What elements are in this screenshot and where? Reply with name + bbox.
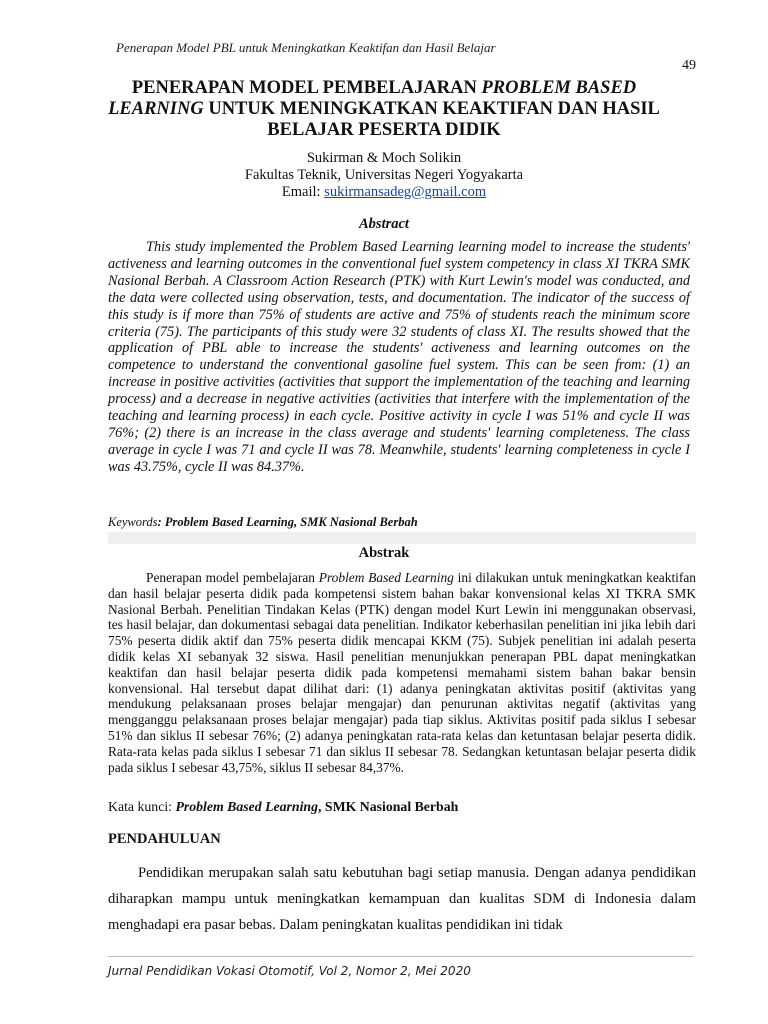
abstract-text: This study implemented the Problem Based Learning learning model to increase the students' activeness and learning outcomes in the conventional fuel system competency in class XI TKRA SMK Nasional Berbah. A Classroom Action Research (PTK) with Kurt Lewin's model was conducted, and the data were collected using observation, tests, and documentation. The indicator of the success of this study is if more than 75% of students are active and 75% of students reach the minimum score criteria (75). The participants of this study were 32 students of class XI. The results showed that the application of PBL able to increase the students' activeness and learning outcomes on the competence to understand the conventional gasoline fuel system. This can be seen from: (1) an increase in positive activities (activities that support the implementation of the teaching and learning process) and a decrease in negative activities (activities that interfere with the implementation of the teaching and learning process) in each cycle. Positive activity in cycle I was 51% and cycle II was 76%; (2) there is an increase in the class average and students' learning completeness. The class average in cycle I was 71 and cycle II was 78. Meanwhile, students' learning completeness in cycle I was 43.75%, cycle II was 84.37%. <box>108 239 690 475</box>
abstrak-text-italic: Problem Based Learning <box>318 570 454 585</box>
page-number: 49 <box>682 58 696 73</box>
keywords-label: Keywords <box>108 515 158 529</box>
section-heading: PENDAHULUAN <box>108 831 221 847</box>
author-names: Sukirman & Moch Solikin <box>306 150 462 166</box>
title-part-3: UNTUK MENINGKATKAN KEAKTIFAN DAN HASIL BELAJAR PESERTA DIDIK <box>203 99 660 140</box>
abstrak-text-start: Penerapan model pembelajaran <box>146 570 319 585</box>
abstrak-text-rest: ini dilakukan untuk meningkatkan keaktifan dan hasil belajar peserta didik pada kompetensi sistem bahan bakar konvensional kelas XI TKRA SMK Nasional Berbah. Penelitian Tindakan Kelas (PTK) dengan model Kurt Lewin ini menggunakan observasi, tes hasil belajar, dan dokumentasi sebagai data penelitian. Indikator keberhasilan penelitian ini jika lebih dari 75% peserta didik aktif dan 75% peserta didik mencapai KKM (75). Subjek penelitian ini adalah peserta didik kelas XI sebanyak 32 siswa. Hasil penelitian menunjukkan penerapan PBL dapat meningkatkan keaktifan dan hasil belajar peserta didik pada kompetensi memahami sistem bahan bakar bensin konvensional. Hal tersebut dapat dilihat dari: (1) adanya peningkatan aktivitas positif (aktivitas yang mendukung pelaksanaan proses belajar mengajar) dan penurunan aktivitas negatif (aktivitas yang mengganggu pelaksanaan proses belajar mengajar) pada tiap siklus. Aktivitas positif pada siklus I sebesar 51% dan siklus II sebesar 76%; (2) adanya peningkatan rata-rata kelas dan ketuntasan belajar peserta didik. Rata-rata kelas pada siklus I sebesar 71 dan siklus II sebesar 78. Sedangkan ketuntasan belajar peserta didik pada siklus I sebesar 43,75%, siklus II sebesar 84,37%. <box>108 570 696 775</box>
body-paragraph: Pendidikan merupakan salah satu kebutuhan bagi setiap manusia. Dengan adanya pendidikan diharapkan mampu untuk meningkatkan kemampuan dan kualitas SDM di Indonesia dalam menghadapi era pasar bebas. Dalam peningkatan kualitas pendidikan ini tidak <box>108 865 696 933</box>
kata-kunci-italic: Problem Based Learning <box>175 799 319 814</box>
kata-kunci-rest: , SMK Nasional Berbah <box>318 799 459 814</box>
email-link[interactable]: sukirmansadeg@gmail.com <box>324 184 487 200</box>
footer-rule <box>108 956 694 957</box>
running-head: Penerapan Model PBL untuk Meningkatkan Keaktifan dan Hasil Belajar <box>116 40 496 55</box>
title-part-2: PROBLEM BASED LEARNING <box>108 78 637 119</box>
author-affiliation: Fakultas Teknik, Universitas Negeri Yogyakarta <box>244 167 524 183</box>
abstrak-text <box>108 570 696 775</box>
journal-footer: Jurnal Pendidikan Vokasi Otomotif, Vol 2, Nomor 2, Mei 2020 <box>108 964 471 978</box>
keywords-values: : Problem Based Learning, SMK Nasional Berbah <box>157 515 418 529</box>
paper-title <box>100 78 668 141</box>
abstrak-heading: Abstrak <box>358 545 410 561</box>
kata-kunci <box>108 799 696 815</box>
email-label: Email: <box>281 184 325 200</box>
title-part-1: PENERAPAN MODEL PEMBELAJARAN <box>131 78 482 98</box>
separator-band <box>108 532 696 544</box>
abstract-heading: Abstract <box>359 216 409 232</box>
author-block <box>100 150 668 201</box>
author-email-line <box>100 184 668 201</box>
keywords-en <box>108 515 690 530</box>
kata-kunci-label: Kata kunci: <box>108 799 176 814</box>
